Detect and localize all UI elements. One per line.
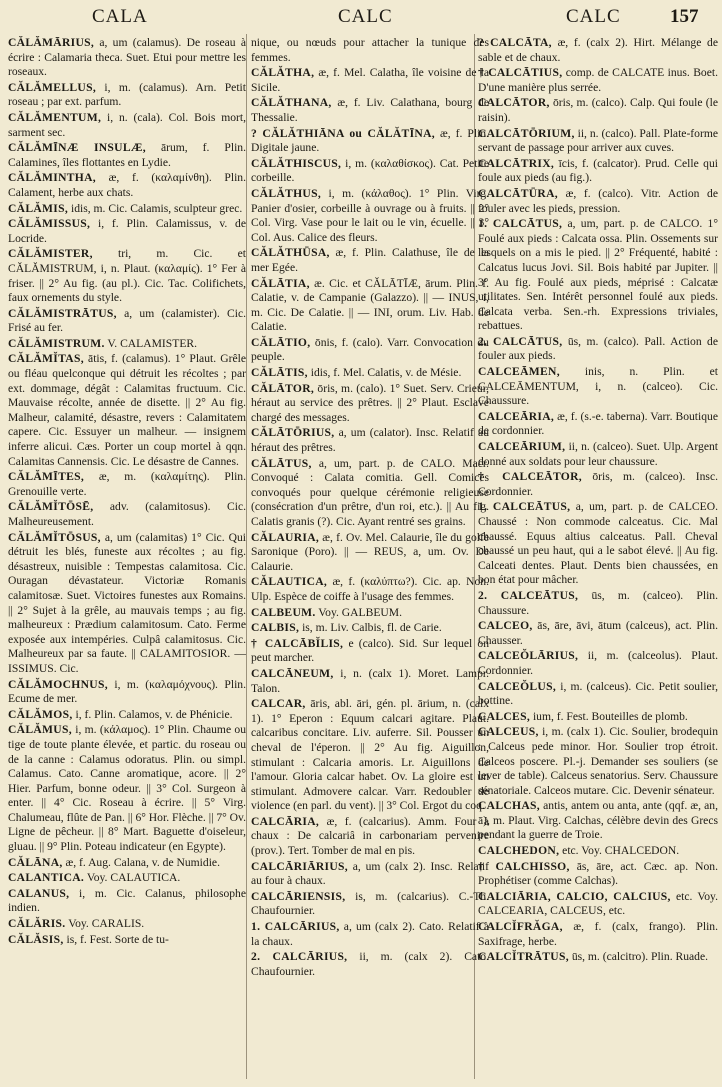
dictionary-entry	[251, 96, 489, 125]
dictionary-entry	[478, 410, 718, 439]
entry-definition: a, um (calx 2). Insc. Relatif au four à chaux.	[251, 859, 489, 888]
dictionary-entry	[251, 277, 489, 335]
entry-headword: CALCES,	[478, 709, 531, 723]
dictionary-entry	[478, 96, 718, 125]
entry-headword: CĂLĂMIS,	[8, 201, 69, 215]
entry-definition: i, m. (κάλαμος). 1° Plin. Chaume ou tige de toute plante élevée, et partic. du roseau ou de la canne : Calamus odoratus. Plin. ou simpl. Calamus. Cato. Canne aromatique, acore. || 2° Hier. Parfum, bonne odeur. || 3° Col. Surgeon à enter. || 4° Cic. Roseau à écrire. || 5° Virg. Chalumeau, flûte de Pan. || 6° Hor. Flèche. || 7° Ov. Ligne de pêcheur. || 8° Mart. Baguette d'oiseleur, gluau. || 9° Plin. Poteau indicateur (en Egypte).	[8, 723, 246, 854]
dictionary-entry	[478, 589, 718, 618]
dictionary-entry	[8, 352, 246, 469]
entry-headword: CALCIĀRIA, CALCIO, CALCIUS,	[478, 889, 671, 903]
dictionary-entry	[478, 470, 718, 499]
dictionary-entry	[251, 457, 489, 530]
entry-headword: CALCĀRIĀRIUS,	[251, 859, 348, 873]
entry-definition: a, um (calamitas) 1° Cic. Qui détruit les blés, funeste aux récoltes ; au fig. désastreux, nuisible : Tempestas calamitosa. Cic. Ouragan dévastateur. Victoriæ Romanis calamitosæ. Suet. Victoires funestes aux Romains. || 2° Sujet à la grêle, au mauvais temps ; au fig. malheureux : Prædium calamitosum. Cato. Ferme exposée aux intempéries. Culpâ calamitosus. Cic. Malheureux par sa faute. || CALAMITOSIOR. — ISSIMUS. Cic.	[8, 530, 246, 675]
entry-headword: 1. CALCEĀTUS,	[478, 500, 571, 514]
entry-definition: ūs, m. (calcitro). Plin. Ruade.	[571, 950, 709, 964]
dictionary-entry	[8, 531, 246, 677]
dictionary-entry	[478, 36, 718, 65]
entry-headword: CALCEO,	[478, 619, 533, 633]
entry-definition: ātis, f. (calamus). 1° Plaut. Grêle ou fléau quelconque qui détruit les récoltes ; par ext. dommage, dégât : Calamitas fructuum. Cic. Mauvaise récolte, année de disette. || 2° Au fig. Malheur, calamité, désastre, revers : Calamitatem capere. Cic. Essuyer un malheur. — insignem inferre alicui. Cæs. Porter un coup mortel à qqn. Calamitas Cannensis. Cic. Le désastre de Cannes.	[8, 352, 246, 468]
entry-definition: a, um (calx 2). Cato. Relatif à la chaux.	[251, 920, 489, 948]
dictionary-entry	[478, 187, 718, 216]
dictionary-entry	[251, 575, 489, 604]
dictionary-entry	[8, 708, 246, 723]
dictionary-entry	[478, 619, 718, 648]
entry-headword: CĂLĂMISTRUM.	[8, 336, 105, 350]
entry-definition: i, m. Cic. Calanus, philosophe indien.	[8, 886, 246, 915]
entry-definition: i, m. (καλαμόχνους). Plin. Ecume de mer.	[8, 677, 246, 706]
entry-headword: CĂLĂTHANA,	[251, 96, 332, 110]
entry-headword: CĂLĂMOCHNUS,	[8, 677, 108, 691]
entry-definition: is, m. (calcarius). C.-Th. Chaufournier.	[251, 889, 489, 918]
dictionary-entry	[478, 920, 718, 949]
dictionary-entry	[478, 725, 718, 798]
dictionary-entry	[8, 36, 246, 80]
entry-headword: CĂLĀTIS,	[251, 366, 308, 380]
entry-definition: æ, f. (calcarius). Amm. Four à chaux : De calcariâ in carbonariam pervenire (prov.). Tert. Tomber de mal en pis.	[251, 814, 489, 858]
entry-definition: i, m. (καλαθίσκος). Cat. Petite corbeille.	[251, 156, 489, 185]
entry-definition: æ, f. Aug. Calana, v. de Numidie.	[65, 855, 220, 869]
dictionary-entry	[251, 187, 489, 245]
dictionary-entry	[251, 815, 489, 859]
entry-definition: ium, f. Fest. Bouteilles de plomb.	[532, 709, 688, 723]
entry-headword: CĂLAURIA,	[251, 530, 320, 544]
entry-definition: ārum, f. Plin. Calamines, îles flottantes en Lydie.	[8, 141, 246, 169]
entry-headword: CĂLĀTIO,	[251, 335, 311, 349]
dictionary-entry	[8, 247, 246, 305]
column-3	[478, 36, 718, 1081]
entry-definition: ūs, m. (calceo). Plin. Chaussure.	[478, 588, 718, 617]
dictionary-entry	[251, 621, 489, 636]
dictionary-entry	[478, 365, 718, 409]
entry-definition: is, m. Liv. Calbis, fl. de Carie.	[302, 621, 442, 635]
dictionary-entry	[251, 246, 489, 275]
dictionary-entry	[8, 500, 246, 529]
entry-definition: Voy. CALAUTICA.	[86, 871, 181, 885]
entry-headword: CĂLĂMĪTES,	[8, 470, 85, 484]
entry-definition: æ, f. Mel. Calatha, île voisine de la Sicile.	[251, 66, 489, 94]
entry-definition: a, um (calator). Insc. Relatif au héraut des prêtres.	[251, 426, 489, 455]
entry-definition: e (calco). Sid. Sur lequel on peut marcher.	[251, 636, 489, 665]
entry-definition: æ, f. (calx 2). Hirt. Mélange de sable et de chaux.	[478, 36, 718, 64]
entry-headword: CĂLĂMINTHA,	[8, 171, 96, 185]
entry-headword: † CALCĀTIUS,	[478, 66, 563, 80]
dictionary-entry	[251, 157, 489, 186]
entry-headword: CALCEUS,	[478, 725, 539, 739]
dictionary-entry	[251, 336, 489, 365]
entry-definition: æ, f. (καλαμίνθη). Plin. Calament, herbe aux chats.	[8, 171, 246, 199]
entry-headword: CĂLĂSIS,	[8, 932, 64, 946]
dictionary-entry	[478, 335, 718, 364]
entry-headword: CALBEUM.	[251, 605, 316, 619]
entry-definition: æ, f. Plin. Digitale jaune.	[251, 126, 489, 155]
entry-definition: īcis, f. (calcator). Prud. Celle qui foule aux pieds (au fig.).	[478, 156, 718, 185]
entry-headword: CĂLĂMISTER,	[8, 247, 93, 261]
entry-headword: CALCĬTRĀTUS,	[478, 950, 569, 964]
entry-definition: æ, f. (calco). Vitr. Action de fouler avec les pieds, pression.	[478, 186, 718, 215]
entry-definition: ās, āre, act. Cæc. ap. Non. Prophétiser (comme Calchas).	[478, 859, 718, 888]
entry-headword: CĂLĀTUS,	[251, 456, 312, 470]
entry-headword: CALCĀNEUM,	[251, 666, 334, 680]
entry-headword: 2. CALCEĀTUS,	[478, 588, 579, 602]
entry-headword: CALCAR,	[251, 697, 306, 711]
entry-definition: Voy. CARALIS.	[68, 917, 145, 931]
entry-definition: æ, f. Liv. Calathana, bourg de Thessalie.	[251, 96, 489, 124]
entry-definition: ōris, m. (calo). 1° Suet. Serv. Crieur, héraut au service des prêtres. || 2° Plaut. Esclave chargé des messages.	[251, 381, 489, 424]
entry-headword: ? CĂLĂTHIĀNA ou CĂLĂTĪNA,	[251, 126, 435, 140]
entry-headword: CĂLĂMUS,	[8, 723, 72, 737]
entry-definition: idis, m. Cic. Calamis, sculpteur grec.	[70, 201, 243, 215]
dictionary-entry	[478, 680, 718, 709]
running-head-right: CALC	[566, 6, 621, 27]
entry-definition: ii, m. (calceolus). Plaut. Cordonnier.	[478, 649, 718, 677]
entry-headword: CALBIS,	[251, 621, 300, 635]
entry-definition: i, m. (calceus). Cic. Petit soulier, bottine.	[478, 679, 718, 708]
dictionary-entry	[8, 81, 246, 110]
entry-headword: 1. CALCĀTUS,	[478, 217, 563, 231]
dictionary-entry	[478, 66, 718, 95]
entry-definition: a, um (calamus). De roseau à écrire : Calamaria theca. Suet. Etui pour mettre les roseaux.	[8, 36, 246, 79]
entry-definition: a, um, part. p. de CALCEO. Chaussé : Non commode calceatus. Cic. Mal chaussé. Equus altius calceatus. Pall. Cheval chaussé un peu haut, qui a le sabot élevé. || Au fig. Calceati dentes. Plaut. Dents bien chaussées, en bon état pour mâcher.	[478, 500, 718, 587]
dictionary-entry	[251, 860, 489, 889]
entry-headword: † CALCEĀTOR,	[478, 470, 582, 484]
dictionary-entry	[8, 141, 246, 170]
dictionary-entry	[251, 950, 489, 979]
dictionary-entry	[8, 307, 246, 336]
entry-definition: i, m. (calx 1). Cic. Soulier, brodequin : Calceus pede minor. Hor. Soulier trop étroit. Calceos poscere. Pl.-j. Demander ses souliers (se lever de table). Calceus senatorius. Serv. Chaussure sénatoriale. Calceos mutare. Cic. Devenir sénateur.	[478, 725, 718, 797]
dictionary-entry	[8, 202, 246, 217]
dictionary-entry	[478, 649, 718, 678]
entry-definition: etc. Voy. CALCEARIA, CALCEUS, etc.	[478, 889, 718, 918]
entry-headword: CALCĀTOR,	[478, 96, 550, 110]
dictionary-entry	[478, 890, 718, 919]
entry-headword: CĂLĂTHŪSA,	[251, 246, 330, 260]
entry-headword: CALCEŎLĀRIUS,	[478, 649, 579, 663]
entry-headword: CĂLĂMĪNÆ INSULÆ,	[8, 141, 146, 155]
dictionary-entry	[8, 678, 246, 707]
entry-headword: CALCĀRIENSIS,	[251, 889, 346, 903]
dictionary-entry	[251, 637, 489, 666]
entry-headword: CĂLĀTŌRIUS,	[251, 426, 335, 440]
entry-definition: ōnis, f. (calo). Varr. Convocation du peuple.	[251, 335, 489, 364]
entry-definition: comp. de CALCATE inus. Boet. D'une manière plus serrée.	[478, 66, 718, 94]
dictionary-entry	[251, 36, 489, 65]
entry-headword: CĂLĀTOR,	[251, 381, 315, 395]
dictionary-entry	[8, 337, 246, 352]
dictionary-entry	[8, 933, 246, 948]
column-divider	[246, 34, 247, 1079]
dictionary-entry	[251, 697, 489, 814]
entry-definition: is, f. Fest. Sorte de tu-	[66, 932, 169, 946]
entry-headword: CĂLĂMĬTAS,	[8, 352, 84, 366]
entry-headword: CĂLĂRIS.	[8, 917, 66, 931]
entry-definition: ii, m. (calx 2). Cato. Chaufournier.	[251, 950, 489, 978]
column-1	[8, 36, 246, 1081]
entry-definition: æ, f. (calx, frango). Plin. Saxifrage, herbe.	[478, 920, 718, 948]
entry-definition: æ, m. (καλαμίτης). Plin. Grenouille verte.	[8, 470, 246, 498]
dictionary-entry	[251, 66, 489, 95]
dictionary-entry	[478, 500, 718, 588]
dictionary-entry	[8, 111, 246, 140]
dictionary-entry	[251, 890, 489, 919]
dictionary-entry	[8, 856, 246, 871]
dictionary-entry	[478, 844, 718, 859]
entry-definition: æ. Cic. et CĂLĀTĪÆ, ārum. Plin. f. Calatie, v. de Campanie (Galazzo). || — INUS, i, m. Cic. De Calatie. || — INI, orum. Liv. Hab. de Calatie.	[251, 276, 489, 334]
page-number: 157	[670, 6, 699, 27]
dictionary-entry	[478, 440, 718, 469]
entry-headword: CĂLĂMISTRĀTUS,	[8, 306, 117, 320]
entry-headword: CALCĀTŌRIUM,	[478, 126, 575, 140]
dictionary-entry	[8, 723, 246, 854]
entry-definition: adv. (calamitosus). Cic. Malheureusement.	[8, 500, 246, 528]
dictionary-entry	[8, 217, 246, 246]
entry-definition: ōris, m. (calco). Calp. Qui foule (le raisin).	[478, 96, 718, 124]
entry-headword: CALCHEDON,	[478, 844, 560, 858]
entry-headword: CALCHAS,	[478, 799, 540, 813]
entry-definition: Voy. GALBEUM.	[318, 605, 403, 619]
entry-headword: CALCĀTRIX,	[478, 156, 555, 170]
entry-headword: CĂLĂMENTUM,	[8, 110, 102, 124]
entry-definition: V. CALAMISTER.	[107, 336, 198, 350]
entry-definition: æ, f. (s.-e. taberna). Varr. Boutique de cordonnier.	[478, 409, 718, 438]
entry-headword: CĂLĂTHISCUS,	[251, 156, 342, 170]
entry-headword: CALCĀRIA,	[251, 814, 320, 828]
entry-headword: † CALCĀBĬLIS,	[251, 636, 344, 650]
entry-definition: æ, f. (καλύπτω?). Cic. ap. Non. Ulp. Espèce de coiffe à l'usage des femmes.	[251, 575, 489, 603]
dictionary-entry	[8, 887, 246, 916]
dictionary-entry	[478, 950, 718, 965]
entry-definition: i, f. Plin. Calamos, v. de Phénicie.	[75, 707, 233, 721]
entry-headword: CĂLAUTICA,	[251, 575, 328, 589]
running-head-left: CALA	[92, 6, 148, 27]
column-2	[251, 36, 489, 1081]
entry-definition: ii, n. (calco). Pall. Plate-forme servant de passage pour arriver aux cuves.	[478, 126, 718, 155]
dictionary-entry	[251, 920, 489, 949]
entry-headword: † CALCHISSO,	[478, 859, 570, 873]
entry-headword: CĂLĂTHA,	[251, 66, 315, 80]
entry-definition: inis, n. Plin. et CALCEĀMENTUM, i, n. (calceo). Cic. Chaussure.	[478, 365, 718, 408]
entry-headword: 1. CALCĀRIUS,	[251, 920, 340, 934]
entry-definition: a, um, part. p. de CALCO. 1° Foulé aux pieds : Calcata ossa. Plin. Ossements sur lesquels on a mis le pied. || 2° Fréquenté, habité : Calcatus lucus Jovi. Sil. Bois habité par Jupiter. || 3° Au fig. Foulé aux pieds, méprisé : Calcatæ utilitates. Sen. Intérêt personnel foulé aux pieds. Calcata verba. Sen.-rh. Expressions triviales, rebattues.	[478, 217, 718, 333]
entry-definition: i, n. (cala). Col. Bois mort, sarment sec.	[8, 110, 246, 139]
dictionary-entry	[8, 171, 246, 200]
page-header	[0, 0, 722, 30]
entry-headword: CALCEĀMEN,	[478, 365, 560, 379]
entry-headword: CĂLĂMĬTŌSUS,	[8, 530, 101, 544]
entry-definition: i, n. (calx 1). Moret. Lampr. Talon.	[251, 666, 489, 695]
entry-definition: nique, ou nœuds pour attacher la tunique des femmes.	[251, 36, 489, 64]
running-head-center: CALC	[338, 6, 393, 27]
entry-definition: æ, f. Ov. Mel. Calaurie, île du golfe Saronique (Poro). || — REUS, a, um. Ov. De Calaurie.	[251, 530, 489, 573]
entry-definition: æ, f. Plin. Calathuse, île de la mer Egée.	[251, 246, 489, 274]
dictionary-entry	[478, 217, 718, 334]
dictionary-entry	[478, 710, 718, 725]
entry-definition: etc. Voy. CHALCEDON.	[562, 844, 680, 858]
dictionary-entry	[251, 366, 489, 381]
dictionary-entry	[8, 871, 246, 886]
entry-definition: ii, n. (calceo). Suet. Ulp. Argent donné aux soldats pour leur chaussure.	[478, 440, 718, 468]
entry-headword: CĂLĂMOS,	[8, 707, 73, 721]
entry-headword: 2. CALCĀTUS,	[478, 334, 563, 348]
dictionary-entry	[8, 917, 246, 932]
dictionary-entry	[478, 127, 718, 156]
entry-headword: CĂLĀNA,	[8, 855, 63, 869]
entry-headword: ? CALCĀTA,	[478, 36, 552, 49]
entry-definition: āris, abl. āri, gén. pl. ārium, n. (calx 1). 1° Eperon : Equum calcari agitare. Plaut. calcaribus concitare. Liv. auferre. Sil. Pousser un cheval de l'éperon. || 2° Au fig. Aiguillon, stimulant : Calcaria amoris. Lr. Aiguillons de l'amour. Gloria calcar habet. Ov. La gloire est un stimulant. Admovere calcar. Varr. Redoubler de violence (en parl. du vent). || 3° Col. Ergot du coq.	[251, 697, 489, 813]
entry-headword: CALANUS,	[8, 886, 70, 900]
entry-headword: CĂLĂMĬTŌSĒ,	[8, 500, 94, 514]
entry-definition: ōris, m. (calceo). Insc. Cordonnier.	[478, 470, 718, 498]
entry-definition: tri, m. Cic. et CĂLĂMISTRUM, i, n. Plaut. (καλαμίς). 1° Fer à friser. || 2° Au fig. (au pl.). Cic. Tac. Colifichets, faux ornements du style.	[8, 247, 246, 305]
entry-definition: a, um (calamister). Cic. Frisé au fer.	[8, 306, 246, 335]
entry-headword: 2. CALCĀRIUS,	[251, 950, 348, 964]
dictionary-entry	[251, 667, 489, 696]
entry-definition: i, m. (calamus). Arn. Petit roseau ; par ext. parfum.	[8, 80, 246, 109]
entry-headword: CĂLĀTIA,	[251, 276, 310, 290]
dictionary-entry	[478, 799, 718, 843]
entry-headword: CĂLĂMISSUS,	[8, 217, 91, 231]
entry-definition: i, m. (κάλαθος). 1° Plin. Virg. Panier d'osier, corbeille à ouvrage ou à fruits. || 2° Col. Virg. Vase pour le lait ou le vin, écuelle. || 3° Col. Aus. Calice des fleurs.	[251, 186, 489, 244]
entry-headword: CALCĬFRĂGA,	[478, 920, 563, 934]
entry-headword: CĂLĂMELLUS,	[8, 80, 97, 94]
entry-definition: ūs, m. (calco). Pall. Action de fouler aux pieds.	[478, 334, 718, 363]
entry-definition: antis, antem ou anta, ante (qqf. æ, an, ā), m. Plaut. Virg. Calchas, célèbre devin des Grecs pendant la guerre de Troie.	[478, 799, 718, 842]
entry-headword: CALANTICA.	[8, 871, 85, 885]
entry-definition: idis, f. Mel. Calatis, v. de Mésie.	[310, 366, 462, 380]
entry-definition: ās, āre, āvi, ātum (calceus), act. Plin. Chausser.	[478, 619, 718, 647]
entry-definition: i, f. Plin. Calamissus, v. de Locride.	[8, 217, 246, 245]
entry-headword: CĂLĂMĀRIUS,	[8, 36, 95, 49]
dictionary-entry	[251, 127, 489, 156]
dictionary-entry	[478, 157, 718, 186]
dictionary-entry	[478, 860, 718, 889]
dictionary-entry	[251, 531, 489, 575]
entry-headword: CĂLĂTHUS,	[251, 186, 322, 200]
dictionary-entry	[8, 470, 246, 499]
entry-definition: a, um, part. p. de CALO. Macr. Convoqué : Calata comitia. Gell. Comices convoqués pour quelque cérémonie religieuse (consécration d'un prêtre, d'un roi, etc.). || Au fig. Calatis granis (?). Cic. Ayant rentré ses grains.	[251, 456, 489, 528]
dictionary-entry	[251, 426, 489, 455]
entry-headword: CALCĀTŪRA,	[478, 186, 558, 200]
entry-headword: CALCEĀRIA,	[478, 409, 555, 423]
dictionary-entry	[251, 382, 489, 426]
entry-headword: CALCEŎLUS,	[478, 679, 557, 693]
entry-headword: CALCEĀRIUM,	[478, 440, 566, 454]
dictionary-entry	[251, 606, 489, 621]
